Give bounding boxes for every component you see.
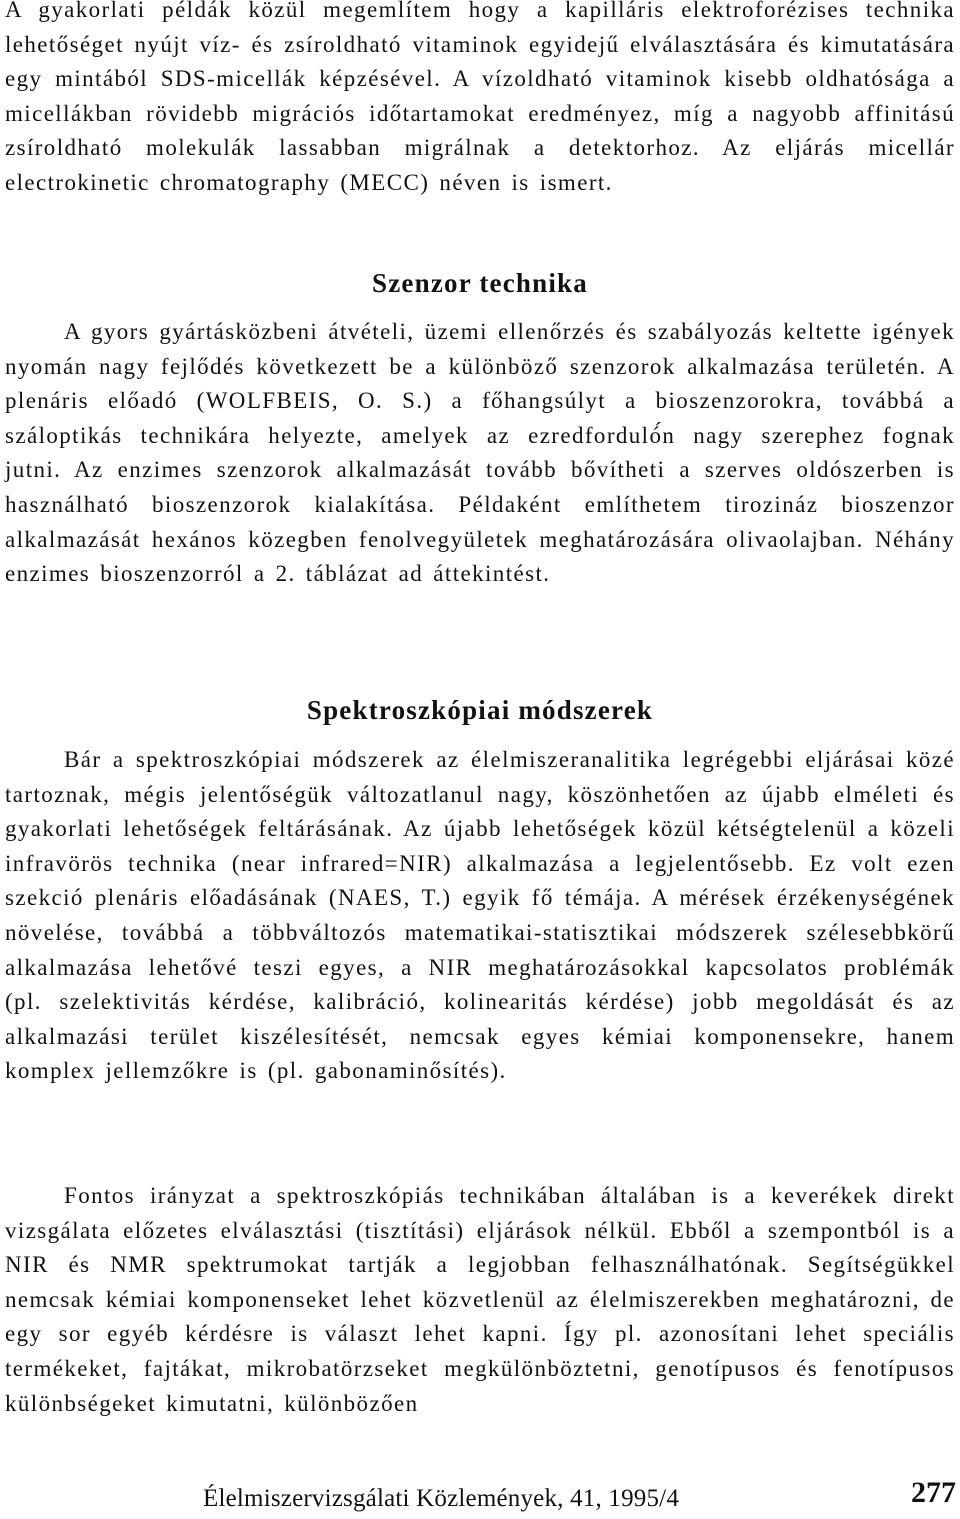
section-heading-szenzor: Szenzor technika [372,268,588,298]
paragraph-spektroszkopia: Bár a spektroszkópiai módszerek az élelmiszeranalitika legrégebbi eljárásai közé tartoznak, mégis jelentőségük változatlanul nagy, köszönhetően az újabb elméleti és gyakorlati lehetőségek feltárásának. Az újabb lehetőségek közül kétségtelenül a közeli infravörös technika (near infrared=NIR) alkalmazása a legjelentősebb. Ez volt ezen szekció plenáris előadásának (NAES, T.) egyik fő témája. A mérések érzékenységének növelése, továbbá a többváltozós matematikai-statisztikai módszerek szélesebbkörű alkalmazása lehetővé teszi egyes, a NIR meghatározásokkal kapcsolatos problémák (pl. szelektivitás kérdése, kalibráció, kolinearitás kérdése) jobb megoldását és az alkalmazási terület kiszélesítését, nemcsak egyes kémiai komponensekre, hanem komplex jellemzőkre is (pl. gabonaminősítés). [5,747,955,1084]
paragraph-szenzor: A gyors gyártásközbeni átvételi, üzemi ellenőrzés és szabályozás keltette igények nyomán nagy fejlődés következett be a különböző szenzorok alkalmazása területén. A plenáris előadó (WOLFBEIS, O. S.) a főhangsúlyt a bioszenzorokra, továbbá a száloptikás technikára helyezte, amelyek az ezredforduló́n nagy szerephez fognak jutni. Az enzimes szenzorok alkalmazását tovább bővítheti a szerves oldószerben is használható bioszenzorok kialakítása. Példaként említhetem tirozináz bioszenzor alkalmazását hexános közegben fenolvegyületek meghatározására olivaolajban. Néhány enzimes bioszenzorról a 2. táblázat ad áttekintést. [5,319,955,587]
paragraph-iranyzat: Fontos irányzat a spektroszkópiás technikában általában is a keverékek direkt vizsgálata előzetes elválasztási (tisztítási) eljárások nélkül. Ebből a szempontból is a NIR és NMR spektrumokat tartják a legjobban felhasználhatónak. Segítségükkel nemcsak kémiai komponenseket lehet közvetlenül az élelmiszerekben meghatározni, de egy sor egyéb kérdésre is választ lehet kapni. Így pl. azonosítani lehet speciális termékeket, fajtákat, mikrobatörzseket megkülönböztetni, genotípusos és fenotípusos különbségeket kimutatni, különbözően [5,1183,955,1416]
paragraph-kapillaris: A gyakorlati példák közül megemlítem hogy a kapilláris elektroforézises technika lehetőséget nyújt víz- és zsíroldható vitaminok egyidejű elválasztására és kimutatására egy mintából SDS-micellák képzésével. A vízoldható vitaminok kisebb oldhatósága a micellákban rövidebb migrációs időtartamokat eredményez, míg a nagyobb affinitású zsíroldható molekulák lassabban migrálnak a detektorhoz. Az eljárás micellár electrokinetic chromatography (MECC) néven is ismert. [5,0,955,195]
page-number: 277 [911,1476,956,1509]
journal-citation: Élelmiszervizsgálati Közlemények, 41, 1995/4 [203,1485,680,1512]
page-footer [0,1476,960,1516]
section-heading-spektroszkopia: Spektroszkópiai módszerek [306,695,654,725]
